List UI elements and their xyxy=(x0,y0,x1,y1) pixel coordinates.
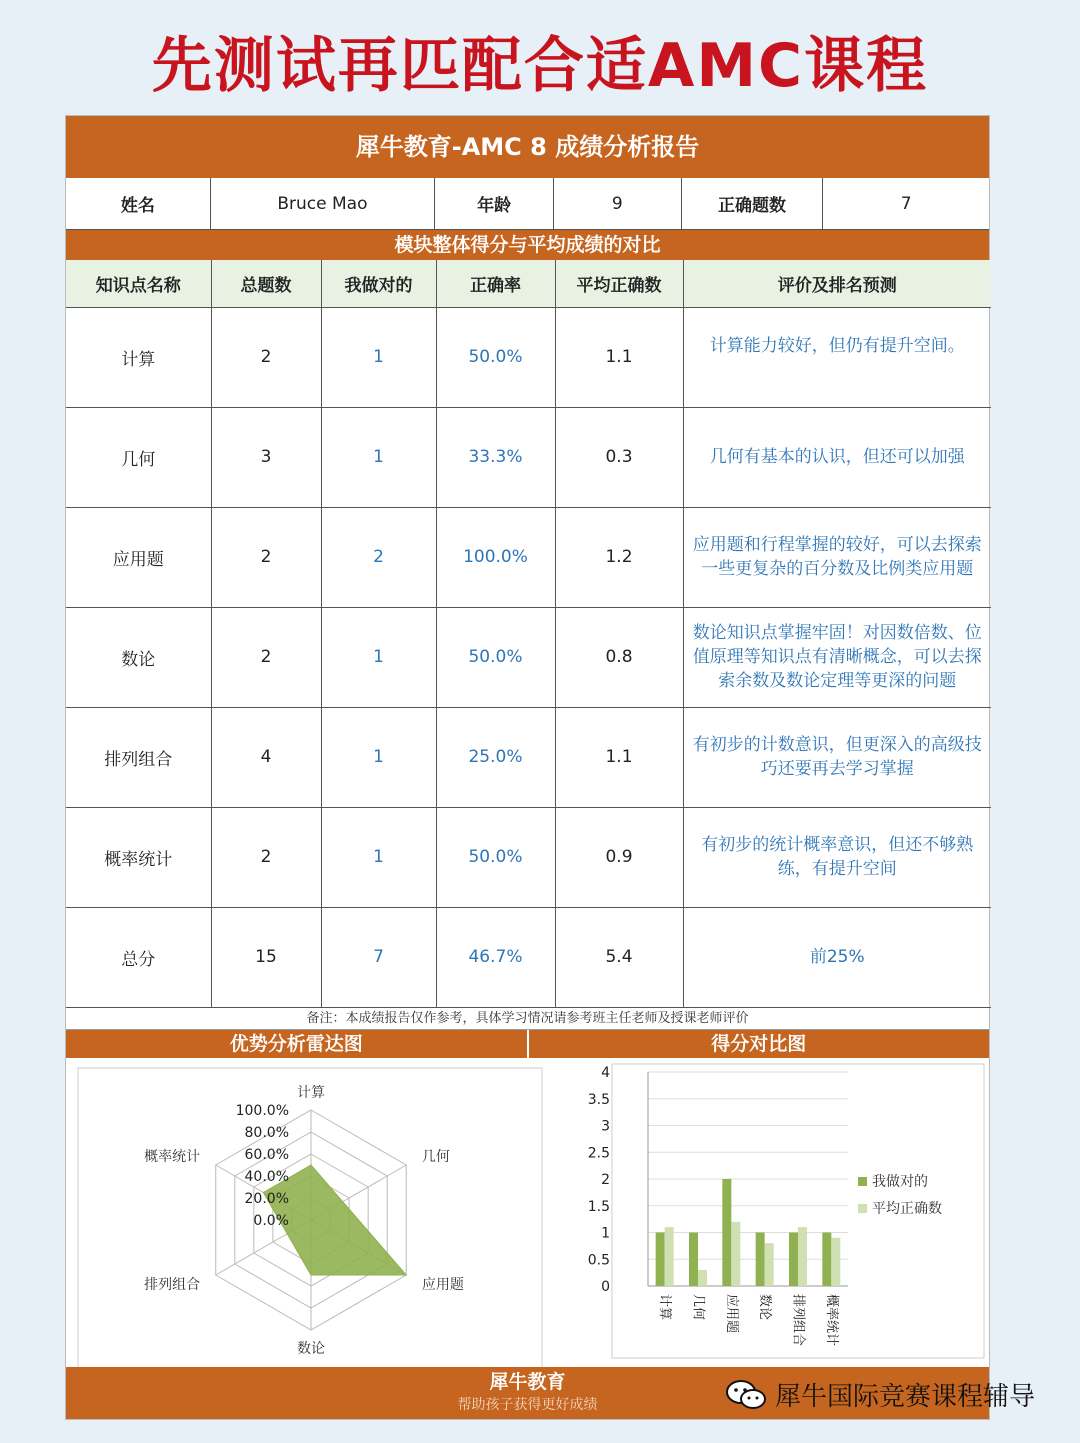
bar-legend-label: 我做对的 xyxy=(872,1173,928,1190)
table-row-total xyxy=(66,907,991,1007)
bar-x-tick-label: 排列组合 xyxy=(790,1293,806,1346)
radar-tick-label: 60.0% xyxy=(244,1146,289,1163)
name-value: Bruce Mao xyxy=(211,178,436,229)
col-rate: 正确率 xyxy=(436,260,555,307)
bar-y-tick-label: 2.5 xyxy=(587,1144,610,1161)
correct-count-value: 7 xyxy=(900,193,912,214)
correct-cell: 2 xyxy=(321,507,436,607)
student-info-row xyxy=(66,178,989,230)
total-cell: 2 xyxy=(211,307,321,407)
comment-cell: 几何有基本的认识，但还可以加强 xyxy=(683,407,991,507)
correct-count-label: 正确题数 xyxy=(682,178,824,229)
rate-cell: 46.7% xyxy=(436,907,555,1007)
ranking-cell: 前25% xyxy=(683,907,991,1007)
bar-mark xyxy=(765,1243,774,1286)
radar-axis-label: 计算 xyxy=(297,1084,325,1101)
bar-chart xyxy=(586,1060,986,1360)
name-label: 姓名 xyxy=(66,178,211,229)
correct-cell: 1 xyxy=(321,407,436,507)
chart-titles-bar xyxy=(66,1030,989,1058)
radar-axis-label: 排列组合 xyxy=(144,1276,201,1293)
total-cell: 15 xyxy=(211,907,321,1007)
radar-axis-label: 几何 xyxy=(421,1148,450,1165)
bar-x-tick-label: 几何 xyxy=(690,1293,706,1320)
total-cell: 4 xyxy=(211,707,321,807)
radar-tick-label: 80.0% xyxy=(244,1124,289,1141)
bar-y-tick-label: 2 xyxy=(601,1171,610,1188)
avg-cell: 0.3 xyxy=(555,407,683,507)
radar-tick-label: 20.0% xyxy=(244,1190,289,1207)
radar-axis-label: 应用题 xyxy=(421,1276,464,1293)
section-title: 模块整体得分与平均成绩的对比 xyxy=(66,230,989,260)
topic-cell: 数论 xyxy=(66,607,211,707)
age-label: 年龄 xyxy=(435,178,554,229)
bar-legend-label: 平均正确数 xyxy=(872,1200,942,1217)
col-avg: 平均正确数 xyxy=(555,260,683,307)
radar-axis-label: 概率统计 xyxy=(144,1148,201,1165)
avg-cell: 0.8 xyxy=(555,607,683,707)
bar-y-tick-label: 4 xyxy=(601,1064,610,1081)
topic-cell: 概率统计 xyxy=(66,807,211,907)
avg-cell: 0.9 xyxy=(555,807,683,907)
topic-cell: 总分 xyxy=(66,907,211,1007)
wechat-icon xyxy=(725,1379,767,1411)
topic-cell: 应用题 xyxy=(66,507,211,607)
avg-cell: 1.1 xyxy=(555,307,683,407)
bar-mark xyxy=(789,1232,798,1286)
bar-x-tick-label: 数论 xyxy=(757,1293,773,1320)
table-row xyxy=(66,407,991,507)
bar-mark xyxy=(689,1232,698,1286)
col-comment: 评价及排名预测 xyxy=(683,260,991,307)
comment-cell: 有初步的计数意识，但更深入的高级技巧还要再去学习掌握 xyxy=(683,707,991,807)
footer-slogan: 帮助孩子获得更好成绩 xyxy=(457,1397,598,1413)
topic-cell: 计算 xyxy=(66,307,211,407)
comment-cell: 应用题和行程掌握的较好，可以去探索一些更复杂的百分数及比例类应用题 xyxy=(683,507,991,607)
bar-mark xyxy=(831,1237,840,1285)
table-row xyxy=(66,307,991,407)
bar-x-tick-label: 计算 xyxy=(657,1293,673,1320)
bar-mark xyxy=(665,1227,674,1286)
bar-y-tick-label: 1 xyxy=(601,1225,610,1241)
correct-cell: 1 xyxy=(321,707,436,807)
correct-cell: 7 xyxy=(321,907,436,1007)
table-header-row xyxy=(66,260,991,307)
report-note: 备注：本成绩报告仅作参考，具体学习情况请参考班主任老师及授课老师评价 xyxy=(66,1008,989,1030)
bar-mark xyxy=(756,1232,765,1286)
table-row xyxy=(66,807,991,907)
bar-mark xyxy=(698,1269,707,1285)
comment-cell: 数论知识点掌握牢固！对因数倍数、位值原理等知识点有清晰概念，可以去探索余数及数论定理等更深的问题 xyxy=(683,607,991,707)
table-row xyxy=(66,607,991,707)
radar-chart-title: 优势分析雷达图 xyxy=(66,1030,529,1058)
rate-cell: 100.0% xyxy=(436,507,555,607)
rate-cell: 25.0% xyxy=(436,707,555,807)
report-title: 犀牛教育-AMC 8 成绩分析报告 xyxy=(66,116,989,178)
total-cell: 3 xyxy=(211,407,321,507)
bar-legend-swatch xyxy=(858,1177,867,1186)
watermark-text: 犀牛国际竞赛课程辅导 xyxy=(775,1382,1036,1412)
age-value: 9 xyxy=(554,178,682,229)
comment-cell: 计算能力较好，但仍有提升空间。 xyxy=(683,307,991,407)
footer-brand: 犀牛教育 xyxy=(489,1371,566,1393)
avg-cell: 5.4 xyxy=(555,907,683,1007)
page-headline: 先测试再匹配合适AMC课程 xyxy=(151,31,929,101)
charts-area xyxy=(66,1058,989,1398)
total-cell: 2 xyxy=(211,807,321,907)
total-cell: 2 xyxy=(211,607,321,707)
bar-mark xyxy=(822,1232,831,1286)
topic-cell: 几何 xyxy=(66,407,211,507)
correct-cell: 1 xyxy=(321,607,436,707)
avg-cell: 1.2 xyxy=(555,507,683,607)
table-row xyxy=(66,507,991,607)
bar-y-tick-label: 0 xyxy=(601,1278,610,1295)
score-table xyxy=(66,260,991,1008)
correct-cell: 1 xyxy=(321,807,436,907)
rate-cell: 50.0% xyxy=(436,607,555,707)
bar-y-tick-label: 3.5 xyxy=(587,1091,610,1108)
bar-mark xyxy=(722,1179,731,1286)
bar-x-tick-label: 概率统计 xyxy=(823,1293,839,1346)
radar-tick-label: 0.0% xyxy=(253,1212,289,1229)
rate-cell: 50.0% xyxy=(436,307,555,407)
wechat-watermark xyxy=(725,1376,1035,1413)
rate-cell: 50.0% xyxy=(436,807,555,907)
table-row xyxy=(66,707,991,807)
radar-tick-label: 40.0% xyxy=(244,1168,289,1185)
bar-mark xyxy=(731,1221,740,1285)
bar-y-tick-label: 0.5 xyxy=(587,1251,610,1268)
topic-cell: 排列组合 xyxy=(66,707,211,807)
correct-cell: 1 xyxy=(321,307,436,407)
col-total: 总题数 xyxy=(211,260,321,307)
col-correct: 我做对的 xyxy=(321,260,436,307)
avg-cell: 1.1 xyxy=(555,707,683,807)
radar-chart xyxy=(66,1060,556,1370)
bar-y-tick-label: 3 xyxy=(601,1118,610,1134)
bar-legend-swatch xyxy=(858,1204,867,1213)
radar-axis-label: 数论 xyxy=(297,1340,325,1357)
bar-mark xyxy=(656,1232,665,1286)
radar-tick-label: 100.0% xyxy=(235,1102,289,1119)
rate-cell: 33.3% xyxy=(436,407,555,507)
bar-y-tick-label: 1.5 xyxy=(587,1198,610,1215)
comment-cell: 有初步的统计概率意识，但还不够熟练，有提升空间 xyxy=(683,807,991,907)
bar-mark xyxy=(798,1227,807,1286)
col-topic: 知识点名称 xyxy=(66,260,211,307)
report-card xyxy=(65,115,990,1420)
bar-x-tick-label: 应用题 xyxy=(723,1293,739,1333)
total-cell: 2 xyxy=(211,507,321,607)
bar-chart-title: 得分对比图 xyxy=(711,1032,807,1055)
